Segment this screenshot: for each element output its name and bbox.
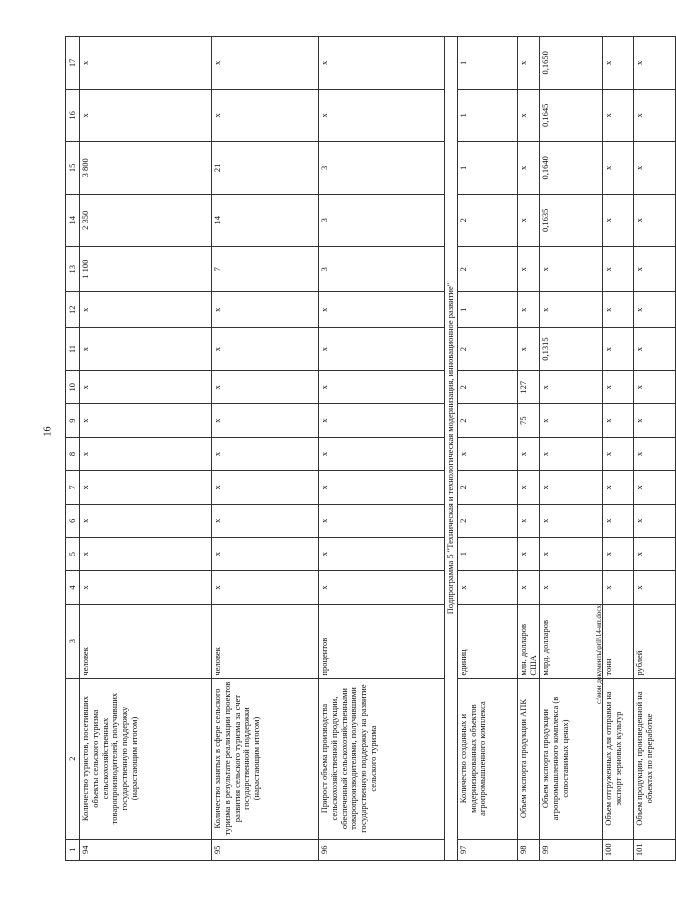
header-cell: 9 (66, 404, 80, 437)
header-cell: 5 (66, 537, 80, 570)
value-cell: х (634, 328, 676, 371)
value-cell: х (634, 371, 676, 404)
value-cell: х (319, 537, 445, 570)
value-cell: х (212, 437, 319, 470)
value-cell: х (603, 247, 634, 292)
value-cell: х (80, 537, 212, 570)
value-cell: х (517, 142, 540, 194)
value-cell: 1 (457, 142, 517, 194)
value-cell: 21 (212, 142, 319, 194)
unit-cell: тонн (603, 604, 634, 678)
value-cell: х (517, 194, 540, 246)
page-number: 16 (42, 426, 54, 437)
value-cell: х (319, 89, 445, 141)
value-cell: х (634, 142, 676, 194)
value-cell: 2 (457, 371, 517, 404)
value-cell: х (634, 571, 676, 604)
value-cell: 3 (319, 142, 445, 194)
value-cell: х (634, 504, 676, 537)
value-cell: х (319, 292, 445, 328)
table-row (603, 37, 634, 861)
value-cell: 127 (517, 371, 540, 404)
value-cell: х (457, 571, 517, 604)
value-cell: х (212, 537, 319, 570)
indicator-name-cell: Объем отгруженных для отправки на экспорт зерновых культур (603, 678, 634, 839)
value-cell: 0,1640 (540, 142, 603, 194)
unit-cell: процентов (319, 604, 445, 678)
value-cell: х (212, 292, 319, 328)
unit-cell: млн. долларов США (517, 604, 540, 678)
header-cell: 4 (66, 571, 80, 604)
value-cell: х (80, 292, 212, 328)
value-cell: 2 (457, 194, 517, 246)
value-cell: х (212, 328, 319, 371)
value-cell: х (517, 37, 540, 90)
header-cell: 13 (66, 247, 80, 292)
value-cell: х (212, 404, 319, 437)
value-cell: х (80, 328, 212, 371)
table-rows-b (457, 37, 676, 861)
value-cell: х (603, 537, 634, 570)
value-cell: х (603, 328, 634, 371)
value-cell: х (634, 404, 676, 437)
value-cell: х (319, 404, 445, 437)
indicator-name-cell: Количество занятых в сфере сельского туризма в результате реализации проектов развития сельского туризма за счет государственной поддержки (нарастающим итогом) (212, 678, 319, 839)
indicator-name-cell: Количество туристов, посетивших объекты сельского туризма сельскохозяйственных товаропроизводителей, получивших государственную поддержку (нарастающим итогом) (80, 678, 212, 839)
indicator-name-cell: Объем экспорта продукции агропромышленного комплекса (в сопоставимых ценах) (540, 678, 603, 839)
value-cell: 2 350 (80, 194, 212, 246)
section-row (445, 37, 458, 861)
value-cell: 3 (319, 194, 445, 246)
header-cell: 16 (66, 89, 80, 141)
value-cell: 0,1315 (540, 328, 603, 371)
table-row (634, 37, 676, 861)
table-row (319, 37, 445, 861)
value-cell: х (80, 404, 212, 437)
value-cell: 3 (319, 247, 445, 292)
value-cell: х (517, 504, 540, 537)
value-cell: х (540, 247, 603, 292)
value-cell: х (80, 89, 212, 141)
value-cell: х (319, 504, 445, 537)
row-number-cell: 97 (457, 839, 517, 860)
value-cell: х (603, 292, 634, 328)
value-cell: х (603, 571, 634, 604)
value-cell: х (80, 437, 212, 470)
value-cell: х (80, 37, 212, 90)
value-cell: х (517, 471, 540, 504)
value-cell: 2 (457, 247, 517, 292)
value-cell: 3 800 (80, 142, 212, 194)
value-cell: х (517, 328, 540, 371)
value-cell: х (603, 471, 634, 504)
unit-cell: единиц (457, 604, 517, 678)
header-cell: 8 (66, 437, 80, 470)
header-cell: 2 (66, 678, 80, 839)
value-cell: х (319, 437, 445, 470)
header-cell: 12 (66, 292, 80, 328)
header-cell: 17 (66, 37, 80, 90)
value-cell: 2 (457, 471, 517, 504)
value-cell: х (603, 142, 634, 194)
value-cell: 75 (517, 404, 540, 437)
value-cell: х (603, 89, 634, 141)
header-cell: 14 (66, 194, 80, 246)
value-cell: 1 100 (80, 247, 212, 292)
value-cell: 0,1650 (540, 37, 603, 90)
value-cell: х (212, 371, 319, 404)
unit-cell: человек (80, 604, 212, 678)
value-cell: х (517, 247, 540, 292)
value-cell: х (634, 437, 676, 470)
header-cell: 3 (66, 604, 80, 678)
table-row (517, 37, 540, 861)
value-cell: х (540, 404, 603, 437)
row-number-cell: 96 (319, 839, 445, 860)
indicator-name-cell: Прирост объема производства сельскохозяйственной продукции, обеспеченный сельскохозяйственными товаропроизводителями, получившими государственную поддержку на развитие сельского туризма (319, 678, 445, 839)
value-cell: х (319, 571, 445, 604)
value-cell: х (540, 292, 603, 328)
indicator-name-cell: Объем экспорта продукции АПК (517, 678, 540, 839)
table-header-and-rows-a (66, 37, 445, 861)
value-cell: х (540, 571, 603, 604)
column-number-header-row (66, 37, 80, 861)
header-cell: 6 (66, 504, 80, 537)
header-cell: 1 (66, 839, 80, 860)
value-cell: х (319, 328, 445, 371)
value-cell: х (212, 89, 319, 141)
header-cell: 15 (66, 142, 80, 194)
header-cell: 10 (66, 371, 80, 404)
value-cell: х (212, 571, 319, 604)
value-cell: 2 (457, 404, 517, 437)
value-cell: х (634, 292, 676, 328)
header-cell: 7 (66, 471, 80, 504)
value-cell: х (540, 537, 603, 570)
value-cell: 1 (457, 37, 517, 90)
indicator-name-cell: Объем продукции, произведенной на объектах по переработке (634, 678, 676, 839)
value-cell: х (634, 471, 676, 504)
subprogram-title: Подпрограмма 5 "Техническая и технологическая модернизация, инновационное развитие" (445, 37, 458, 861)
unit-cell: рублей (634, 604, 676, 678)
value-cell: х (603, 371, 634, 404)
value-cell: х (80, 471, 212, 504)
value-cell: х (80, 571, 212, 604)
value-cell: х (540, 471, 603, 504)
row-number-cell: 99 (540, 839, 603, 860)
table-row (457, 37, 517, 861)
value-cell: х (319, 471, 445, 504)
value-cell: х (634, 37, 676, 90)
value-cell: 2 (457, 328, 517, 371)
value-cell: 1 (457, 292, 517, 328)
header-cell: 11 (66, 328, 80, 371)
value-cell: 0,1635 (540, 194, 603, 246)
value-cell: х (603, 37, 634, 90)
value-cell: х (212, 504, 319, 537)
row-number-cell: 95 (212, 839, 319, 860)
value-cell: х (319, 37, 445, 90)
value-cell: х (603, 504, 634, 537)
row-number-cell: 100 (603, 839, 634, 860)
value-cell: х (319, 371, 445, 404)
row-number-cell: 98 (517, 839, 540, 860)
value-cell: 14 (212, 194, 319, 246)
subprogram-section (445, 37, 458, 861)
value-cell: х (517, 292, 540, 328)
table-row (80, 37, 212, 861)
unit-cell: млрд. долларов (540, 604, 603, 678)
value-cell: х (540, 504, 603, 537)
indicator-name-cell: Количество созданных и модернизированных объектов агропромышленного комплекса (457, 678, 517, 839)
value-cell: х (634, 89, 676, 141)
value-cell: х (517, 89, 540, 141)
value-cell: х (603, 437, 634, 470)
row-number-cell: 101 (634, 839, 676, 860)
value-cell: х (517, 537, 540, 570)
value-cell: 1 (457, 537, 517, 570)
unit-cell: человек (212, 604, 319, 678)
value-cell: х (80, 371, 212, 404)
table-row (540, 37, 603, 861)
value-cell: х (540, 437, 603, 470)
value-cell: х (603, 194, 634, 246)
value-cell: 0,1645 (540, 89, 603, 141)
footer-path: c:\мои документы\pril\14-ип.docx (595, 604, 603, 704)
value-cell: х (517, 571, 540, 604)
value-cell: х (517, 437, 540, 470)
value-cell: 7 (212, 247, 319, 292)
value-cell: 1 (457, 89, 517, 141)
value-cell: х (212, 471, 319, 504)
row-number-cell: 94 (80, 839, 212, 860)
value-cell: х (457, 437, 517, 470)
value-cell: х (540, 371, 603, 404)
value-cell: х (80, 504, 212, 537)
value-cell: х (603, 404, 634, 437)
value-cell: х (212, 37, 319, 90)
value-cell: х (634, 247, 676, 292)
value-cell: х (634, 537, 676, 570)
value-cell: х (634, 194, 676, 246)
indicators-table (65, 36, 676, 861)
table-row (212, 37, 319, 861)
value-cell: 2 (457, 504, 517, 537)
